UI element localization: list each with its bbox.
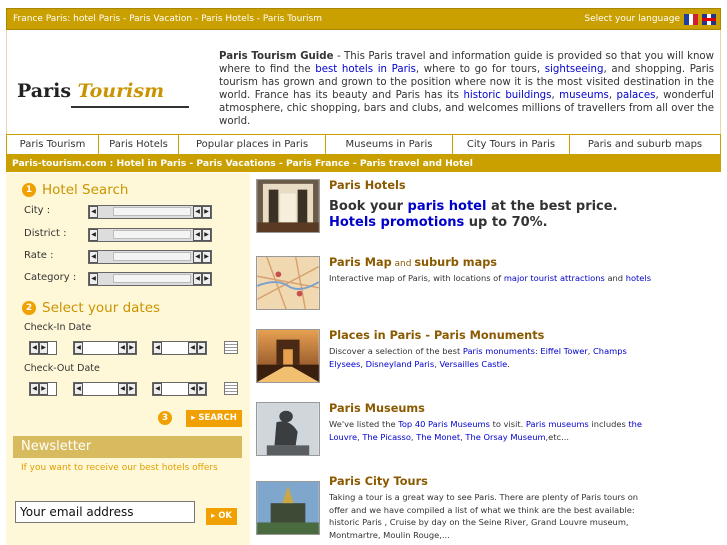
promo-text-1: Book your — [329, 199, 408, 214]
language-label: Select your language — [584, 14, 680, 24]
feature-places — [256, 329, 721, 389]
link-hotels[interactable]: hotels — [625, 273, 652, 283]
feature-places-desc — [329, 345, 659, 370]
district-select[interactable] — [88, 228, 212, 242]
step-three-icon: 3 — [158, 411, 172, 425]
dates-title — [22, 300, 160, 316]
scroll-track — [162, 342, 188, 354]
top-bar — [6, 8, 721, 30]
checkin-day-select[interactable] — [29, 341, 57, 355]
museums-desc-2: to visit. — [489, 419, 526, 429]
link-eiffel-tower[interactable]: Eiffel Tower — [540, 346, 588, 356]
link-the-louvre[interactable]: the Louvre — [329, 419, 643, 442]
checkin-label: Check-In Date — [24, 322, 92, 333]
arrow-left-icon[interactable]: ◀ — [30, 383, 39, 395]
nav-museums[interactable]: Museums in Paris — [326, 135, 453, 154]
link-best-hotels[interactable]: best hotels in Paris — [315, 64, 416, 75]
main-nav — [6, 134, 721, 155]
intro-text — [219, 50, 714, 128]
hotel-search-title — [22, 182, 128, 198]
arrow-left-icon[interactable]: ◀ — [188, 383, 197, 395]
map-title-text: Paris Map — [329, 256, 392, 269]
museums-desc-6: , — [460, 431, 466, 442]
arrow-right-icon[interactable]: ▶ — [39, 342, 48, 354]
feature-museums-desc — [329, 418, 659, 443]
museums-desc-5: , — [410, 431, 417, 442]
scroll-track — [162, 383, 188, 395]
ok-button[interactable]: ▸ OK — [206, 508, 237, 525]
hotel-lobby-image[interactable] — [256, 179, 320, 233]
arrow-right-icon[interactable]: ▶ — [202, 229, 211, 241]
step-two-icon: 2 — [22, 301, 36, 315]
scroll-track — [83, 383, 118, 395]
rate-label: Rate : — [24, 250, 54, 261]
arrow-left-icon[interactable]: ◀ — [89, 273, 98, 285]
link-disneyland-paris[interactable]: Disneyland Paris — [365, 358, 435, 369]
arrow-left-icon[interactable]: ◀ — [188, 342, 197, 354]
step-one-icon: 1 — [22, 183, 36, 197]
intro-text-1: - This Paris travel and information guide is provided so that you will know where to find the — [219, 51, 714, 75]
scroll-thumb[interactable] — [113, 230, 191, 239]
link-historic-buildings[interactable]: historic buildings — [463, 90, 552, 101]
feature-map — [256, 256, 721, 316]
left-panel — [6, 173, 250, 545]
intro-title: Paris Tourism Guide — [219, 51, 334, 62]
arrow-left-icon[interactable]: ◀ — [193, 273, 202, 285]
link-museums[interactable]: museums — [559, 90, 609, 101]
search-button[interactable]: ▸ SEARCH — [186, 410, 242, 427]
checkout-year-select[interactable] — [152, 382, 207, 396]
link-palaces[interactable]: palaces — [616, 90, 656, 101]
checkin-calendar-icon[interactable] — [224, 341, 238, 354]
link-paris-monuments[interactable]: Paris monuments — [462, 346, 535, 356]
scroll-track — [98, 251, 193, 263]
arrow-right-icon[interactable]: ▶ — [39, 383, 48, 395]
museums-desc-4: , — [357, 431, 363, 442]
nav-popular-places[interactable]: Popular places in Paris — [179, 135, 326, 154]
arrow-right-icon[interactable]: ▶ — [202, 206, 211, 218]
arrow-right-icon[interactable]: ▶ — [127, 383, 136, 395]
promo-text-3: up to 70%. — [464, 215, 548, 230]
scroll-track — [83, 342, 118, 354]
rate-select[interactable] — [88, 250, 212, 264]
feature-places-title[interactable]: Places in Paris - Paris Monuments — [329, 329, 545, 342]
museums-desc-7: ,etc... — [545, 431, 570, 442]
nav-paris-tourism[interactable]: Paris Tourism — [7, 135, 99, 154]
arrow-right-icon[interactable]: ▶ — [202, 251, 211, 263]
link-the-monet[interactable]: The Monet — [416, 431, 461, 442]
email-input[interactable]: Your email address — [15, 501, 195, 523]
feature-map-desc — [329, 272, 659, 285]
arrow-left-icon[interactable]: ◀ — [74, 383, 83, 395]
french-flag-icon[interactable] — [684, 14, 698, 25]
link-champs-elysees[interactable]: Champs Elysees — [329, 346, 627, 369]
arc-de-triomphe-image[interactable] — [256, 329, 320, 383]
intro-text-2: , where to go for tours, — [415, 64, 545, 75]
arrow-left-icon[interactable]: ◀ — [89, 206, 98, 218]
arrow-right-icon[interactable]: ▶ — [202, 273, 211, 285]
map-desc-1: Interactive map of Paris, with locations of — [329, 273, 504, 283]
feature-museums — [256, 402, 721, 462]
arrow-left-icon[interactable]: ◀ — [118, 342, 127, 354]
arrow-right-icon[interactable]: ▶ — [197, 383, 206, 395]
intro-text-4: , — [551, 90, 560, 101]
intro-text-3: , and shopping. Paris tourism has grown and grown to the position where now it is the most visited destination in the world. France has its beauty and Paris has its — [219, 64, 715, 101]
places-desc-4: , — [360, 358, 366, 369]
intro-text-5: , — [608, 90, 617, 101]
arrow-left-icon[interactable]: ◀ — [74, 342, 83, 354]
map-title-suburb: suburb maps — [414, 256, 498, 269]
arrow-left-icon[interactable]: ◀ — [153, 342, 162, 354]
arrow-right-icon[interactable]: ▶ — [197, 342, 206, 354]
places-desc-2: : — [534, 346, 541, 356]
arrow-left-icon[interactable]: ◀ — [30, 342, 39, 354]
logo-underline — [71, 106, 189, 108]
scroll-track — [98, 229, 193, 241]
arrow-left-icon[interactable]: ◀ — [193, 229, 202, 241]
language-selector — [584, 9, 716, 29]
header — [6, 30, 721, 134]
link-paris-hotel[interactable]: paris hotel — [407, 199, 487, 214]
arrow-left-icon[interactable]: ◀ — [153, 383, 162, 395]
arrow-left-icon[interactable]: ◀ — [89, 229, 98, 241]
city-label: City : — [24, 205, 51, 216]
museums-desc-1: We've listed the — [329, 419, 399, 429]
feature-hotels-title[interactable]: Paris Hotels — [329, 179, 406, 192]
arrow-left-icon[interactable]: ◀ — [193, 206, 202, 218]
places-desc-1: Discover a selection of the best — [329, 346, 463, 356]
link-the-picasso[interactable]: The Picasso — [362, 431, 411, 442]
city-tour-image[interactable] — [256, 481, 320, 535]
feature-tours-title[interactable]: Paris City Tours — [329, 475, 428, 488]
scroll-track — [98, 206, 193, 218]
places-desc-6: . — [507, 358, 510, 369]
nav-city-tours[interactable]: City Tours in Paris — [453, 135, 570, 154]
arrow-left-icon[interactable]: ◀ — [118, 383, 127, 395]
link-major-attractions[interactable]: major tourist attractions — [503, 273, 605, 283]
feature-hotels — [256, 179, 721, 239]
hotels-promo — [329, 199, 618, 231]
link-top-40-museums[interactable]: Top 40 Paris Museums — [398, 419, 490, 429]
logo-text-paris: Paris — [17, 80, 72, 102]
arrow-left-icon[interactable]: ◀ — [193, 251, 202, 263]
scroll-thumb[interactable] — [113, 252, 191, 261]
category-select[interactable] — [88, 272, 212, 286]
promo-text-2: at the best price. — [486, 199, 618, 214]
museums-desc-3: includes — [588, 419, 629, 429]
nav-maps[interactable]: Paris and suburb maps — [587, 139, 703, 150]
feature-tours — [256, 475, 721, 545]
link-versailles-castle[interactable]: Versailles Castle — [439, 358, 508, 369]
newsletter-heading: Newsletter — [13, 436, 242, 458]
site-logo[interactable] — [17, 80, 164, 102]
checkin-year-select[interactable] — [152, 341, 207, 355]
checkout-label: Check-Out Date — [24, 363, 100, 374]
dates-heading: Select your dates — [42, 300, 161, 316]
newsletter-text: If you want to receive our best hotels offers — [21, 463, 218, 473]
feature-tours-desc: Taking a tour is a great way to see Paris. There are plenty of Paris tours on offer and we have compiled a list of what we think are the best available: historic Paris , Cruise by day on the Seine River, Grand Louvre museum, Montmartre, Moulin Rouge,... — [329, 492, 639, 541]
link-sightseeing[interactable]: sightseeing — [544, 64, 604, 75]
scroll-thumb[interactable] — [113, 274, 191, 283]
map-title-and: and — [391, 259, 415, 269]
places-desc-3: , — [587, 346, 594, 356]
breadcrumb-bar: Paris-tourism.com : Hotel in Paris - Paris Vacations - Paris France - Paris travel and Hotel — [6, 155, 721, 172]
top-links[interactable]: France Paris: hotel Paris - Paris Vacation - Paris Hotels - Paris Tourism — [13, 14, 322, 24]
city-select[interactable] — [88, 205, 212, 219]
logo-text-tourism: Tourism — [77, 80, 165, 102]
checkout-month-select[interactable] — [73, 382, 137, 396]
thinker-statue-image[interactable] — [256, 402, 320, 456]
nav-paris-hotels[interactable]: Paris Hotels — [99, 135, 179, 154]
intro-text-6: , wonderful atmosphere, chic shopping, bars and clubs, and welcomes millions of travellers from all over the world. — [219, 90, 714, 127]
places-desc-5: , — [434, 358, 440, 369]
category-label: Category : — [24, 272, 77, 283]
link-hotels-promotions[interactable]: Hotels promotions — [329, 215, 465, 230]
feature-museums-title[interactable]: Paris Museums — [329, 402, 425, 415]
uk-flag-icon[interactable] — [702, 14, 716, 25]
checkin-month-select[interactable] — [73, 341, 137, 355]
link-orsay-museum[interactable]: The Orsay Museum — [465, 431, 546, 442]
scroll-thumb[interactable] — [113, 207, 191, 216]
arrow-right-icon[interactable]: ▶ — [127, 342, 136, 354]
checkout-calendar-icon[interactable] — [224, 382, 238, 395]
hotel-search-heading: Hotel Search — [42, 182, 129, 198]
link-paris-museums[interactable]: Paris museums — [525, 419, 589, 429]
scroll-track — [98, 273, 193, 285]
arrow-left-icon[interactable]: ◀ — [89, 251, 98, 263]
paris-map-image[interactable] — [256, 256, 320, 310]
map-desc-2: and — [604, 273, 626, 283]
district-label: District : — [24, 228, 67, 239]
checkout-day-select[interactable] — [29, 382, 57, 396]
feature-map-title[interactable] — [329, 256, 497, 269]
